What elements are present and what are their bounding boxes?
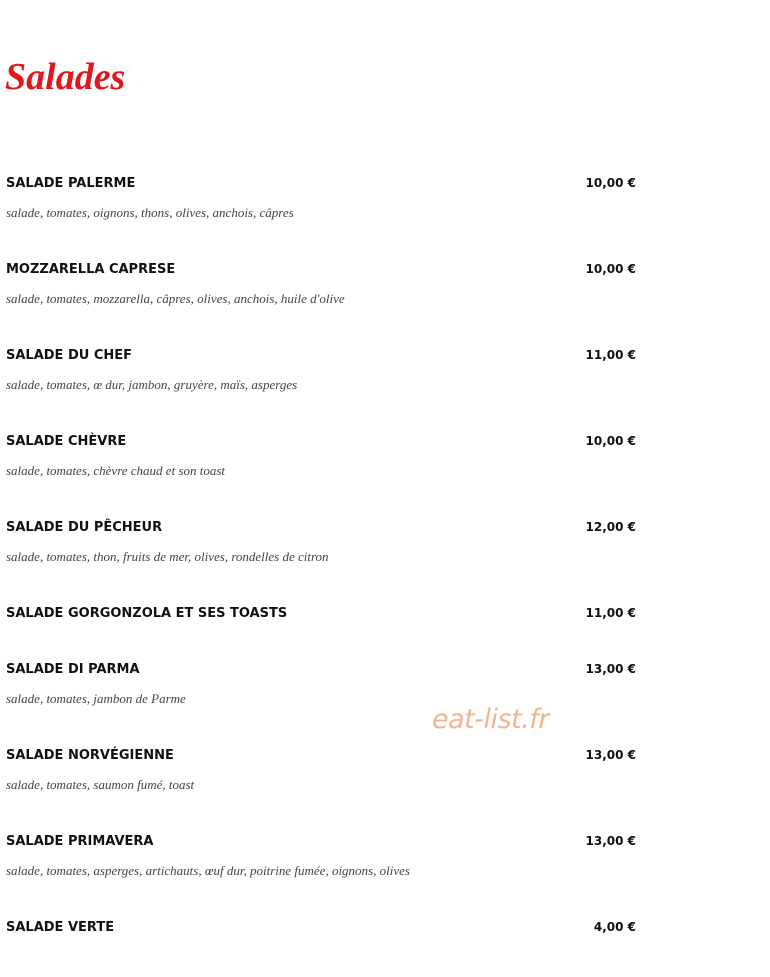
item-price: 4,00 € [593, 920, 636, 934]
item-description: salade, tomates, mozzarella, câpres, olives, anchois, huile d'olive [6, 291, 345, 306]
item-description: salade, tomates, asperges, artichauts, œuf dur, poitrine fumée, oignons, olives [6, 863, 410, 878]
item-price: 10,00 € [585, 176, 636, 190]
menu-item-row [6, 520, 636, 540]
menu-item-pecheur [6, 520, 636, 565]
menu-item-row [6, 176, 636, 196]
item-price: 10,00 € [585, 434, 636, 448]
menu-item-row [6, 662, 636, 682]
menu-item-gorgonzola [6, 606, 636, 626]
menu-item-chef [6, 348, 636, 393]
item-price: 10,00 € [585, 262, 636, 276]
item-name: SALADE CHÈVRE [6, 434, 127, 449]
item-price: 11,00 € [585, 348, 636, 362]
item-price: 13,00 € [585, 834, 636, 848]
menu-item-primavera [6, 834, 636, 879]
item-price: 13,00 € [585, 748, 636, 762]
item-name: SALADE PRIMAVERA [6, 834, 154, 849]
watermark-text: eat-list.fr [432, 704, 549, 735]
item-description: salade, tomates, oignons, thons, olives, anchois, câpres [6, 205, 294, 220]
item-name: SALADE GORGONZOLA ET SES TOASTS [6, 606, 288, 621]
menu-item-verte [6, 920, 636, 940]
item-description: salade, tomates, saumon fumé, toast [6, 777, 195, 792]
menu-item-row [6, 606, 636, 626]
item-name: MOZZARELLA CAPRESE [6, 262, 176, 277]
menu-item-chevre [6, 434, 636, 479]
item-price: 12,00 € [585, 520, 636, 534]
item-description: salade, tomates, jambon de Parme [6, 691, 186, 706]
menu-item-row [6, 434, 636, 454]
menu-item-di-parma [6, 662, 636, 707]
menu-item-row [6, 920, 636, 940]
item-name: SALADE DU PÊCHEUR [6, 520, 163, 535]
item-description: salade, tomates, chèvre chaud et son toast [6, 463, 226, 478]
item-name: SALADE DI PARMA [6, 662, 140, 677]
item-name: SALADE NORVÉGIENNE [6, 748, 174, 763]
menu-item-row [6, 262, 636, 282]
item-name: SALADE DU CHEF [6, 348, 133, 363]
menu-item-row [6, 348, 636, 368]
item-price: 13,00 € [585, 662, 636, 676]
item-description: salade, tomates, thon, fruits de mer, olives, rondelles de citron [6, 549, 329, 564]
menu-item-norvegienne [6, 748, 636, 793]
item-name: SALADE VERTE [6, 920, 115, 935]
item-description: salade, tomates, œ dur, jambon, gruyère, maïs, asperges [6, 377, 298, 392]
menu-item-mozzarella-caprese [6, 262, 636, 307]
item-name: SALADE PALERME [6, 176, 136, 191]
menu-item-palerme [6, 176, 636, 221]
menu-item-row [6, 748, 636, 768]
item-price: 11,00 € [585, 606, 636, 620]
menu-item-row [6, 834, 636, 854]
page-title: Salades [5, 56, 126, 98]
